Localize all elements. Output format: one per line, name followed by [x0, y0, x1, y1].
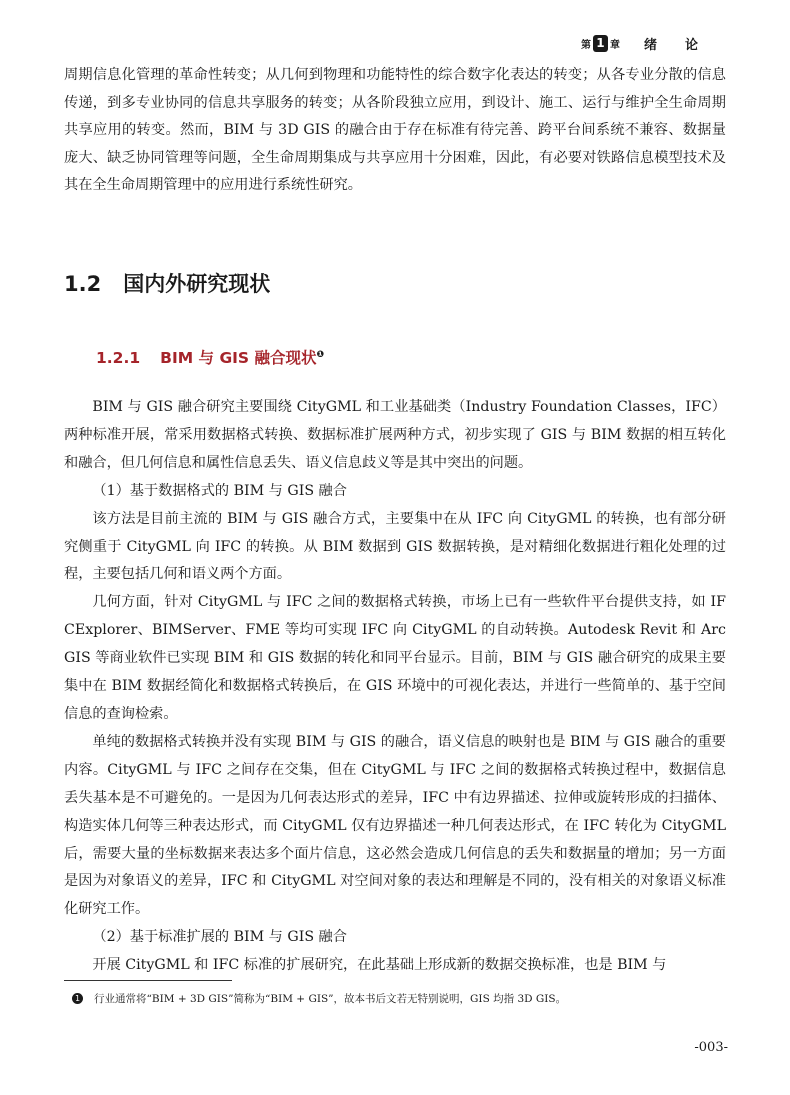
numbered-subheading: （1）基于数据格式的 BIM 与 GIS 融合 — [92, 482, 347, 499]
subsection-number: 1.2.1 — [96, 349, 141, 367]
subsection-title: BIM 与 GIS 融合现状 — [160, 349, 317, 367]
section-title: 国内外研究现状 — [123, 272, 271, 296]
footnote-text: 行业通常将“BIM + 3D GIS”简称为“BIM + GIS”，故本书后文若无特别说明，GIS 均指 3D GIS。 — [94, 993, 567, 1005]
intro-paragraph: 周期信息化管理的革命性转变；从几何到物理和功能特性的综合数字化表达的转变；从各专业分散的信息传递，到多专业协同的信息共享服务的转变；从各阶段独立应用，到设计、施工、运行与维护全生命周期共享应用的转变。然而，BIM 与 3D GIS 的融合由于存在标准有待完善、跨平台间系统不兼容、数据量庞大、缺乏协同管理等问题，全生命周期集成与共享应用十分困难，因此，有必要对铁路信息模型技术及其在全生命周期管理中的应用进行系统性研究。 — [64, 67, 726, 193]
chapter-number-badge: 1 — [593, 35, 608, 52]
paragraph: 单纯的数据格式转换并没有实现 BIM 与 GIS 的融合，语义信息的映射也是 BIM 与 GIS 融合的重要内容。CityGML 与 IFC 之间存在交集，但在 CityGML 与 IFC 之间的数据格式转换过程中，数据信息丢失基本是不可避免的。一是因为几何表达形式的差异，IFC 中有边界描述、拉伸或旋转形成的扫描体、构造实体几何等三种表达形式，而 CityGML 仅有边界描述一种几何表达形式，在 IFC 转化为 CityGML 后，需要大量的坐标数据来表达多个面片信息，这必然会造成几何信息的丢失和数据量的增加；另一方面是因为对象语义的差异，IFC 和 CityGML 对空间对象的表达和理解是不同的，没有相关的对象语义标准化研究工作。 — [64, 733, 726, 918]
footnote-divider — [64, 980, 232, 981]
chapter-suffix: 章 — [609, 40, 620, 51]
paragraph: BIM 与 GIS 融合研究主要围绕 CityGML 和工业基础类（Industry Foundation Classes，IFC）两种标准开展，常采用数据格式转换、数据标准扩展两种方式，初步实现了 GIS 与 BIM 数据的相互转化和融合，但几何信息和属性信息丢失、语义信息歧义等是其中突出的问题。 — [64, 399, 726, 471]
paragraph: 开展 CityGML 和 IFC 标准的扩展研究，在此基础上形成新的数据交换标准，也是 BIM 与 — [92, 957, 667, 974]
numbered-subheading: （2）基于标准扩展的 BIM 与 GIS 融合 — [92, 929, 347, 946]
footnote-reference[interactable]: ❶ — [316, 349, 325, 360]
footnote-marker: 1 — [72, 993, 83, 1004]
section-body — [64, 394, 726, 980]
running-head — [581, 34, 726, 53]
subsection-heading — [96, 346, 324, 368]
chapter-prefix: 第 — [580, 40, 591, 51]
paragraph: 几何方面，针对 CityGML 与 IFC 之间的数据格式转换，市场上已有一些软件平台提供支持，如 IFCExplorer、BIMServer、FME 等均可实现 IFC 向 CityGML 的自动转换。Autodesk Revit 和 ArcGIS 等商业软件已实现 BIM 和 GIS 数据的转化和同平台显示。目前，BIM 与 GIS 融合研究的成果主要集中在 BIM 数据经简化和数据格式转换后，在 GIS 环境中的可视化表达，并进行一些简单的、基于空间信息的查询检索。 — [64, 594, 726, 722]
page-number: -003- — [694, 1040, 728, 1055]
section-heading — [64, 268, 270, 298]
section-number: 1.2 — [64, 272, 102, 296]
chapter-title: 绪论 — [643, 38, 726, 53]
paragraph: 该方法是目前主流的 BIM 与 GIS 融合方式，主要集中在从 IFC 向 CityGML 的转换，也有部分研究侧重于 CityGML 向 IFC 的转换。从 BIM 数据到 GIS 数据转换，是对精细化数据进行粗化处理的过程，主要包括几何和语义两个方面。 — [64, 510, 726, 583]
